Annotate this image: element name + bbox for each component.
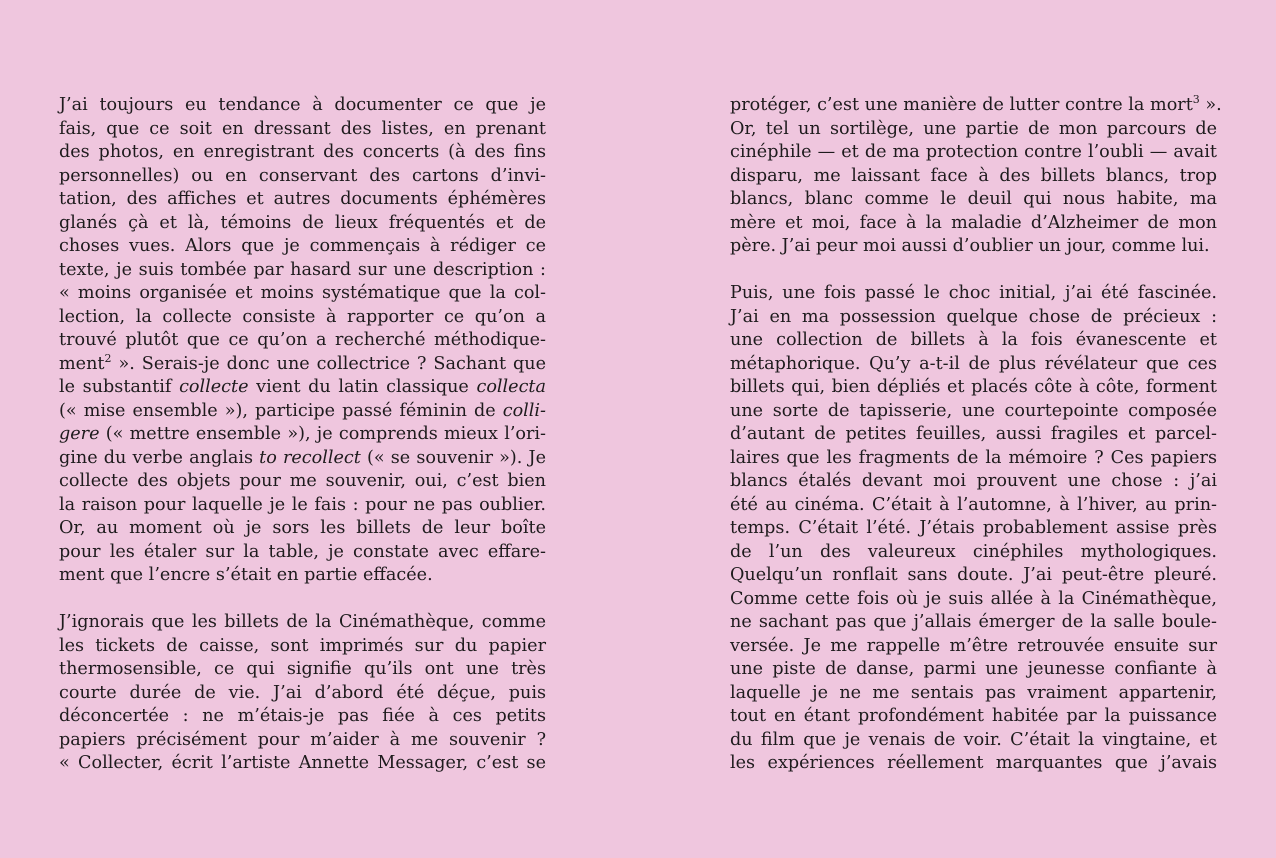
- line-text: du film que je venais de voir. C’était la vingtaine, et: [730, 729, 1217, 750]
- line-text: laires que les fragments de la mémoire ? Ces papiers: [730, 447, 1217, 468]
- line-text: déconcertée : ne m’étais-je pas fiée à ces petits: [59, 706, 546, 726]
- text-line: [730, 588, 1217, 612]
- line-text: texte, je suis tombée par hasard sur une description :: [59, 259, 546, 280]
- text-line: [59, 729, 546, 753]
- line-text: mère et moi, face à la maladie d’Alzheimer de mon: [730, 212, 1217, 233]
- line-text: ». Serais-je donc une collectrice ? Sachant que: [111, 353, 546, 374]
- line-text: pour les étaler sur la table, je constate avec effare-: [59, 541, 546, 562]
- italic-text: colli-: [502, 400, 546, 421]
- text-line: [730, 282, 1217, 306]
- text-line: [59, 94, 546, 118]
- text-line: [59, 259, 546, 283]
- text-line: [59, 235, 546, 259]
- text-line: [59, 564, 546, 588]
- text-line: [730, 658, 1217, 682]
- line-text: (« se souvenir »). Je: [360, 447, 546, 468]
- line-text: J’ignorais que les billets de la Cinémathèque, comme: [59, 612, 546, 632]
- paragraph-gap: [59, 588, 546, 612]
- line-text: « Collecter, écrit l’artiste Annette Messager, c’est se: [59, 753, 546, 773]
- italic-text: collecte: [179, 377, 249, 397]
- text-line: [730, 729, 1217, 753]
- text-line: [59, 494, 546, 518]
- line-text: une sorte de tapisserie, une courtepointe composée: [730, 400, 1217, 421]
- text-line: [730, 494, 1217, 518]
- line-text: ne sachant pas que j’allais émerger de la salle boule-: [730, 612, 1217, 632]
- line-text: laquelle je ne me sentais pas vraiment appartenir,: [730, 682, 1217, 703]
- text-line: [59, 423, 546, 447]
- line-text: tout en étant profondément habitée par la puissance: [730, 706, 1217, 726]
- line-text: blancs, blanc comme le deuil qui nous habite, ma: [730, 189, 1217, 209]
- line-text: le substantif: [59, 377, 180, 397]
- line-text: gine du verbe anglais: [59, 447, 260, 468]
- line-text: J’ai en ma possession quelque chose de précieux :: [730, 306, 1217, 327]
- text-line: [730, 447, 1217, 471]
- text-line: [730, 517, 1217, 541]
- line-text: ».: [1199, 95, 1222, 115]
- line-text: les tickets de caisse, sont imprimés sur du papier: [59, 635, 546, 656]
- text-line: [730, 564, 1217, 588]
- text-line: [59, 212, 546, 236]
- line-text: collecte des objets pour me souvenir, oui, c’est bien: [59, 471, 546, 491]
- paragraph: [730, 282, 1217, 776]
- line-text: papiers précisément pour m’aider à me souvenir ?: [59, 729, 546, 750]
- line-text: d’autant de petites feuilles, aussi fragiles et parcel-: [730, 424, 1217, 444]
- text-line: [59, 611, 546, 635]
- footnote-marker: 2: [104, 351, 112, 365]
- line-text: Puis, une fois passé le choc initial, j’ai été fascinée.: [730, 283, 1217, 303]
- line-text: une collection de billets à la fois évanescente et: [730, 330, 1217, 350]
- line-text: courte durée de vie. J’ai d’abord été déçue, puis: [59, 682, 546, 703]
- text-line: [730, 306, 1217, 330]
- text-line: [59, 658, 546, 682]
- line-text: thermosensible, ce qui signifie qu’ils ont une très: [59, 659, 546, 679]
- line-text: tation, des affiches et autres documents éphémères: [59, 189, 546, 209]
- text-line: [730, 470, 1217, 494]
- line-text: métaphorique. Qu’y a-t-il de plus révélateur que ces: [730, 353, 1217, 374]
- italic-text: gere: [59, 424, 100, 444]
- line-text: vient du latin classique: [248, 377, 477, 397]
- line-text: fais, que ce soit en dressant des listes, en prenant: [59, 118, 546, 139]
- text-line: [730, 93, 1222, 118]
- line-text: Or, tel un sortilège, une partie de mon parcours de: [730, 118, 1217, 139]
- line-text: Or, au moment où je sors les billets de leur boîte: [59, 518, 546, 538]
- text-line: [730, 423, 1217, 447]
- text-line: [730, 141, 1217, 165]
- text-line: [59, 353, 546, 377]
- line-text: glanés çà et là, témoins de lieux fréquentés et de: [59, 212, 546, 233]
- footnote-marker: 3: [1192, 93, 1200, 106]
- paragraph: [730, 93, 1222, 259]
- text-line: [59, 517, 546, 541]
- text-line: [59, 306, 546, 330]
- italic-text: to recollect: [259, 447, 361, 468]
- text-line: [59, 165, 546, 189]
- line-text: billets qui, bien dépliés et placés côte à côte, forment: [730, 377, 1217, 397]
- text-line: [730, 165, 1217, 189]
- text-line: [730, 212, 1217, 236]
- line-text: choses vues. Alors que je commençais à rédiger ce: [59, 236, 546, 256]
- line-text: les expériences réellement marquantes que j’avais: [730, 753, 1217, 773]
- text-line: [59, 752, 546, 776]
- text-line: [59, 400, 546, 424]
- line-text: la raison pour laquelle je le fais : pour ne pas oublier.: [59, 494, 546, 515]
- line-text: des photos, en enregistrant des concerts (à des fins: [59, 142, 546, 162]
- text-line: [59, 118, 546, 142]
- line-text: J’ai toujours eu tendance à documenter ce que je: [59, 95, 546, 115]
- text-line: [730, 400, 1217, 424]
- text-line: [730, 353, 1217, 377]
- text-line: [59, 541, 546, 565]
- line-text: temps. C’était l’été. J’étais probablement assise près: [730, 518, 1217, 538]
- text-line: [730, 188, 1217, 212]
- right-page: [730, 93, 1222, 776]
- line-text: cinéphile — et de ma protection contre l’oubli — avait: [730, 142, 1217, 162]
- text-line: [59, 705, 546, 729]
- line-text: de l’un des valeureux cinéphiles mythologiques.: [730, 541, 1217, 562]
- text-line: [730, 235, 1217, 259]
- text-line: [730, 541, 1217, 565]
- line-text: Quelqu’un ronflait sans doute. J’ai peut-être pleuré.: [730, 565, 1217, 585]
- text-line: [59, 470, 546, 494]
- left-page: [59, 94, 546, 776]
- text-line: [730, 118, 1217, 142]
- line-text: ment que l’encre s’était en partie effacée.: [59, 565, 433, 585]
- text-line: [730, 329, 1217, 353]
- text-line: [730, 376, 1217, 400]
- line-text: disparu, me laissant face à des billets blancs, trop: [730, 165, 1217, 186]
- paragraph: [59, 94, 546, 588]
- line-text: trouvé plutôt que ce qu’on a recherché méthodique-: [59, 330, 546, 350]
- line-text: été au cinéma. C’était à l’automne, à l’hiver, au prin-: [730, 494, 1217, 515]
- line-text: (« mettre ensemble »), je comprends mieux l’ori-: [99, 424, 546, 444]
- line-text: blancs étalés devant moi prouvent une chose : j’ai: [730, 471, 1217, 491]
- text-line: [59, 682, 546, 706]
- text-line: [730, 611, 1217, 635]
- text-line: [730, 705, 1217, 729]
- line-text: (« mise ensemble »), participe passé féminin de: [59, 400, 503, 421]
- text-line: [59, 376, 546, 400]
- paragraph-gap: [730, 259, 1217, 283]
- text-line: [59, 188, 546, 212]
- text-line: [59, 329, 546, 353]
- line-text: personnelles) ou en conservant des cartons d’invi-: [59, 165, 546, 186]
- text-line: [59, 447, 546, 471]
- line-text: lection, la collecte consiste à rapporter ce qu’on a: [59, 306, 546, 327]
- line-text: versée. Je me rappelle m’être retrouvée ensuite sur: [730, 635, 1217, 656]
- paragraph: [59, 611, 546, 776]
- text-line: [730, 635, 1217, 659]
- text-line: [59, 635, 546, 659]
- line-text: une piste de danse, parmi une jeunesse confiante à: [730, 659, 1217, 679]
- text-line: [730, 682, 1217, 706]
- line-text: protéger, c’est une manière de lutter contre la mort: [730, 95, 1193, 115]
- line-text: père. J’ai peur moi aussi d’oublier un jour, comme lui.: [730, 236, 1210, 256]
- text-line: [59, 282, 546, 306]
- text-line: [59, 141, 546, 165]
- line-text: Comme cette fois où je suis allée à la Cinémathèque,: [730, 588, 1217, 609]
- text-line: [730, 752, 1217, 776]
- italic-text: collecta: [476, 377, 546, 397]
- line-text: « moins organisée et moins systématique que la col-: [59, 283, 546, 303]
- line-text: ment: [59, 353, 105, 374]
